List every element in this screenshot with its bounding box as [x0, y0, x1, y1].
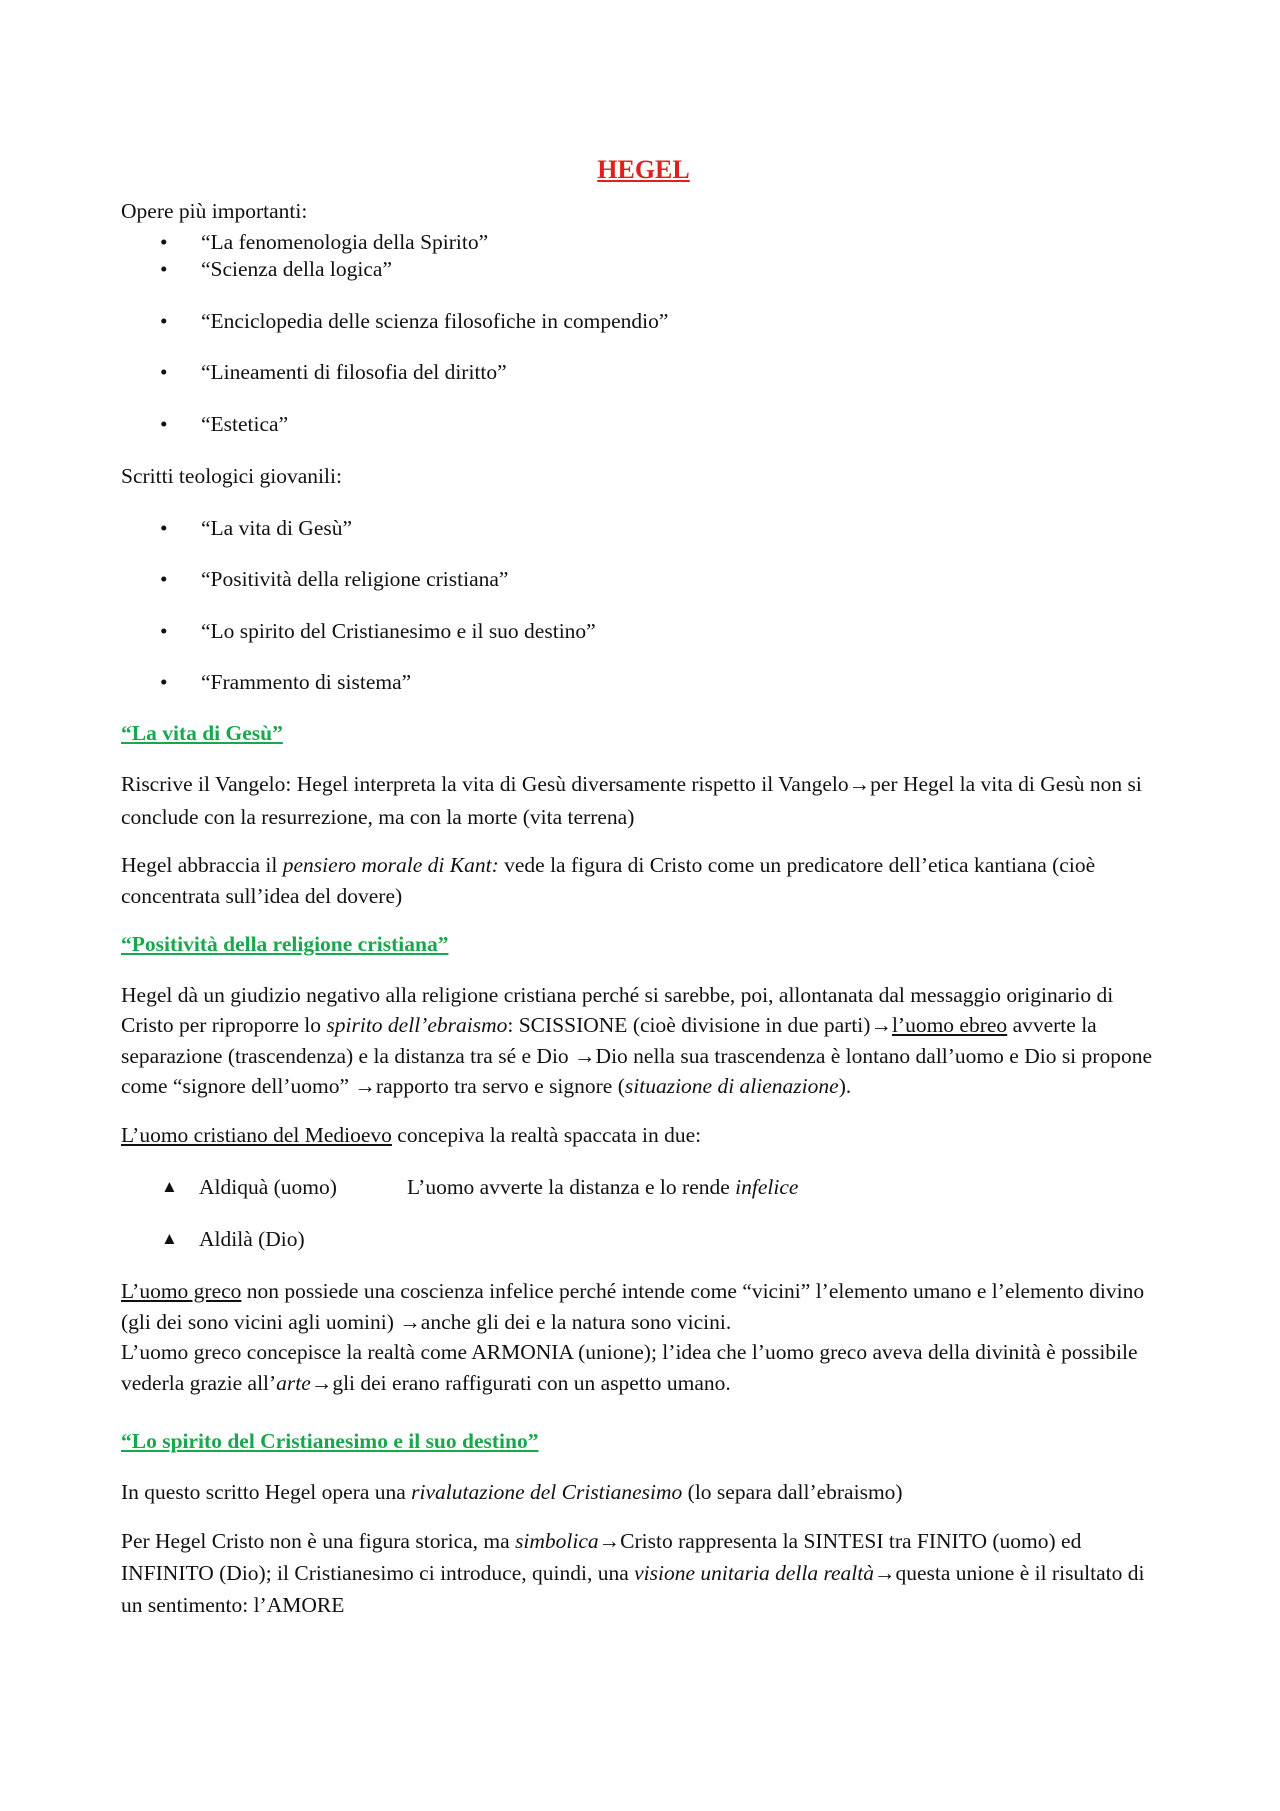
- bullet-icon: •: [160, 360, 168, 384]
- list-item: ▲ Aldiquà (uomo) L’uomo avverte la distanza e lo rende infelice: [121, 1172, 1166, 1202]
- triangle-bullet-icon: ▲: [161, 1229, 178, 1248]
- list-item: • “Frammento di sistema”: [121, 667, 1166, 698]
- aldiqua-note: L’uomo avverte la distanza e lo rende infelice: [407, 1175, 799, 1199]
- list-item: ▲ Aldilà (Dio): [121, 1224, 1166, 1254]
- paragraph: L’uomo cristiano del Medioevo concepiva la realtà spaccata in due:: [121, 1122, 702, 1147]
- paragraph: Per Hegel Cristo non è una figura storica, ma simbolica→Cristo rappresenta la SINTESI tra FINITO (uomo) ed INFINITO (Dio); il Cristianesimo ci introduce, quindi, una visione unitaria della realtà→questa unione è il risultato di un sentimento: l’AMORE: [121, 1529, 1145, 1617]
- list-item: • “La vita di Gesù”: [121, 513, 1166, 544]
- document-page: [121, 150, 1166, 1621]
- list-item: • “Lineamenti di filosofia del diritto”: [121, 357, 1166, 388]
- bullet-icon: •: [160, 229, 168, 254]
- bullet-icon: •: [160, 257, 168, 281]
- bullet-icon: •: [160, 515, 168, 540]
- list-item: • “Scienza della logica”: [121, 254, 1166, 285]
- bullet-icon: •: [160, 308, 168, 333]
- section-heading-spirito-cristianesimo: “Lo spirito del Cristianesimo e il suo destino”: [121, 1429, 539, 1453]
- bullet-icon: •: [160, 567, 168, 591]
- paragraph: Hegel dà un giudizio negativo alla religione cristiana perché si sarebbe, poi, allontanata dal messaggio originario di Cristo per riproporre lo spirito dell’ebraismo: SCISSIONE (cioè divisione in due parti)→l’uomo ebreo avverte la separazione (trascendenza) e la distanza tra sé e Dio →Dio nella sua trascendenza è lontano dall’uomo e Dio si propone come “signore dell’uomo” →rapporto tra servo e signore (situazione di alienazione).: [121, 982, 1152, 1098]
- bullet-icon: •: [160, 411, 168, 436]
- bullet-icon: •: [160, 618, 168, 643]
- section-heading-vita-di-gesu: “La vita di Gesù”: [121, 720, 283, 745]
- scritti-label: Scritti teologici giovanili:: [121, 464, 342, 488]
- opere-list: [121, 227, 1166, 440]
- paragraph: Riscrive il Vangelo: Hegel interpreta la vita di Gesù diversamente rispetto il Vangelo→per Hegel la vita di Gesù non si conclude con la resurrezione, ma con la morte (vita terrena): [121, 772, 1142, 829]
- list-item: • “Positività della religione cristiana”: [121, 564, 1166, 595]
- opere-label: Opere più importanti:: [121, 199, 308, 223]
- bullet-icon: •: [160, 670, 168, 694]
- scritti-list: [121, 513, 1166, 698]
- paragraph: Hegel abbraccia il pensiero morale di Kant: vede la figura di Cristo come un predicatore dell’etica kantiana (cioè concentrata sull’idea del dovere): [121, 853, 1096, 908]
- paragraph: In questo scritto Hegel opera una rivalutazione del Cristianesimo (lo separa dall’ebraismo): [121, 1479, 903, 1504]
- list-item: • “Estetica”: [121, 409, 1166, 440]
- section-heading-positivita: “Positività della religione cristiana”: [121, 932, 449, 956]
- page-title: HEGEL: [597, 155, 690, 184]
- list-item: • “La fenomenologia della Spirito”: [121, 227, 1166, 258]
- paragraph: L’uomo greco non possiede una coscienza infelice perché intende come “vicini” l’elemento umano e l’elemento divino (gli dei sono vicini agli uomini) →anche gli dei e la natura sono vicini. L’uomo greco concepisce la realtà come ARMONIA (unione); l’idea che l’uomo greco aveva della divinità è possibile vederla grazie all’arte→gli dei erano raffigurati con un aspetto umano.: [121, 1279, 1145, 1395]
- list-item: • “Lo spirito del Cristianesimo e il suo destino”: [121, 616, 1166, 647]
- triangle-bullet-icon: ▲: [161, 1177, 178, 1196]
- list-item: • “Enciclopedia delle scienza filosofiche in compendio”: [121, 306, 1166, 337]
